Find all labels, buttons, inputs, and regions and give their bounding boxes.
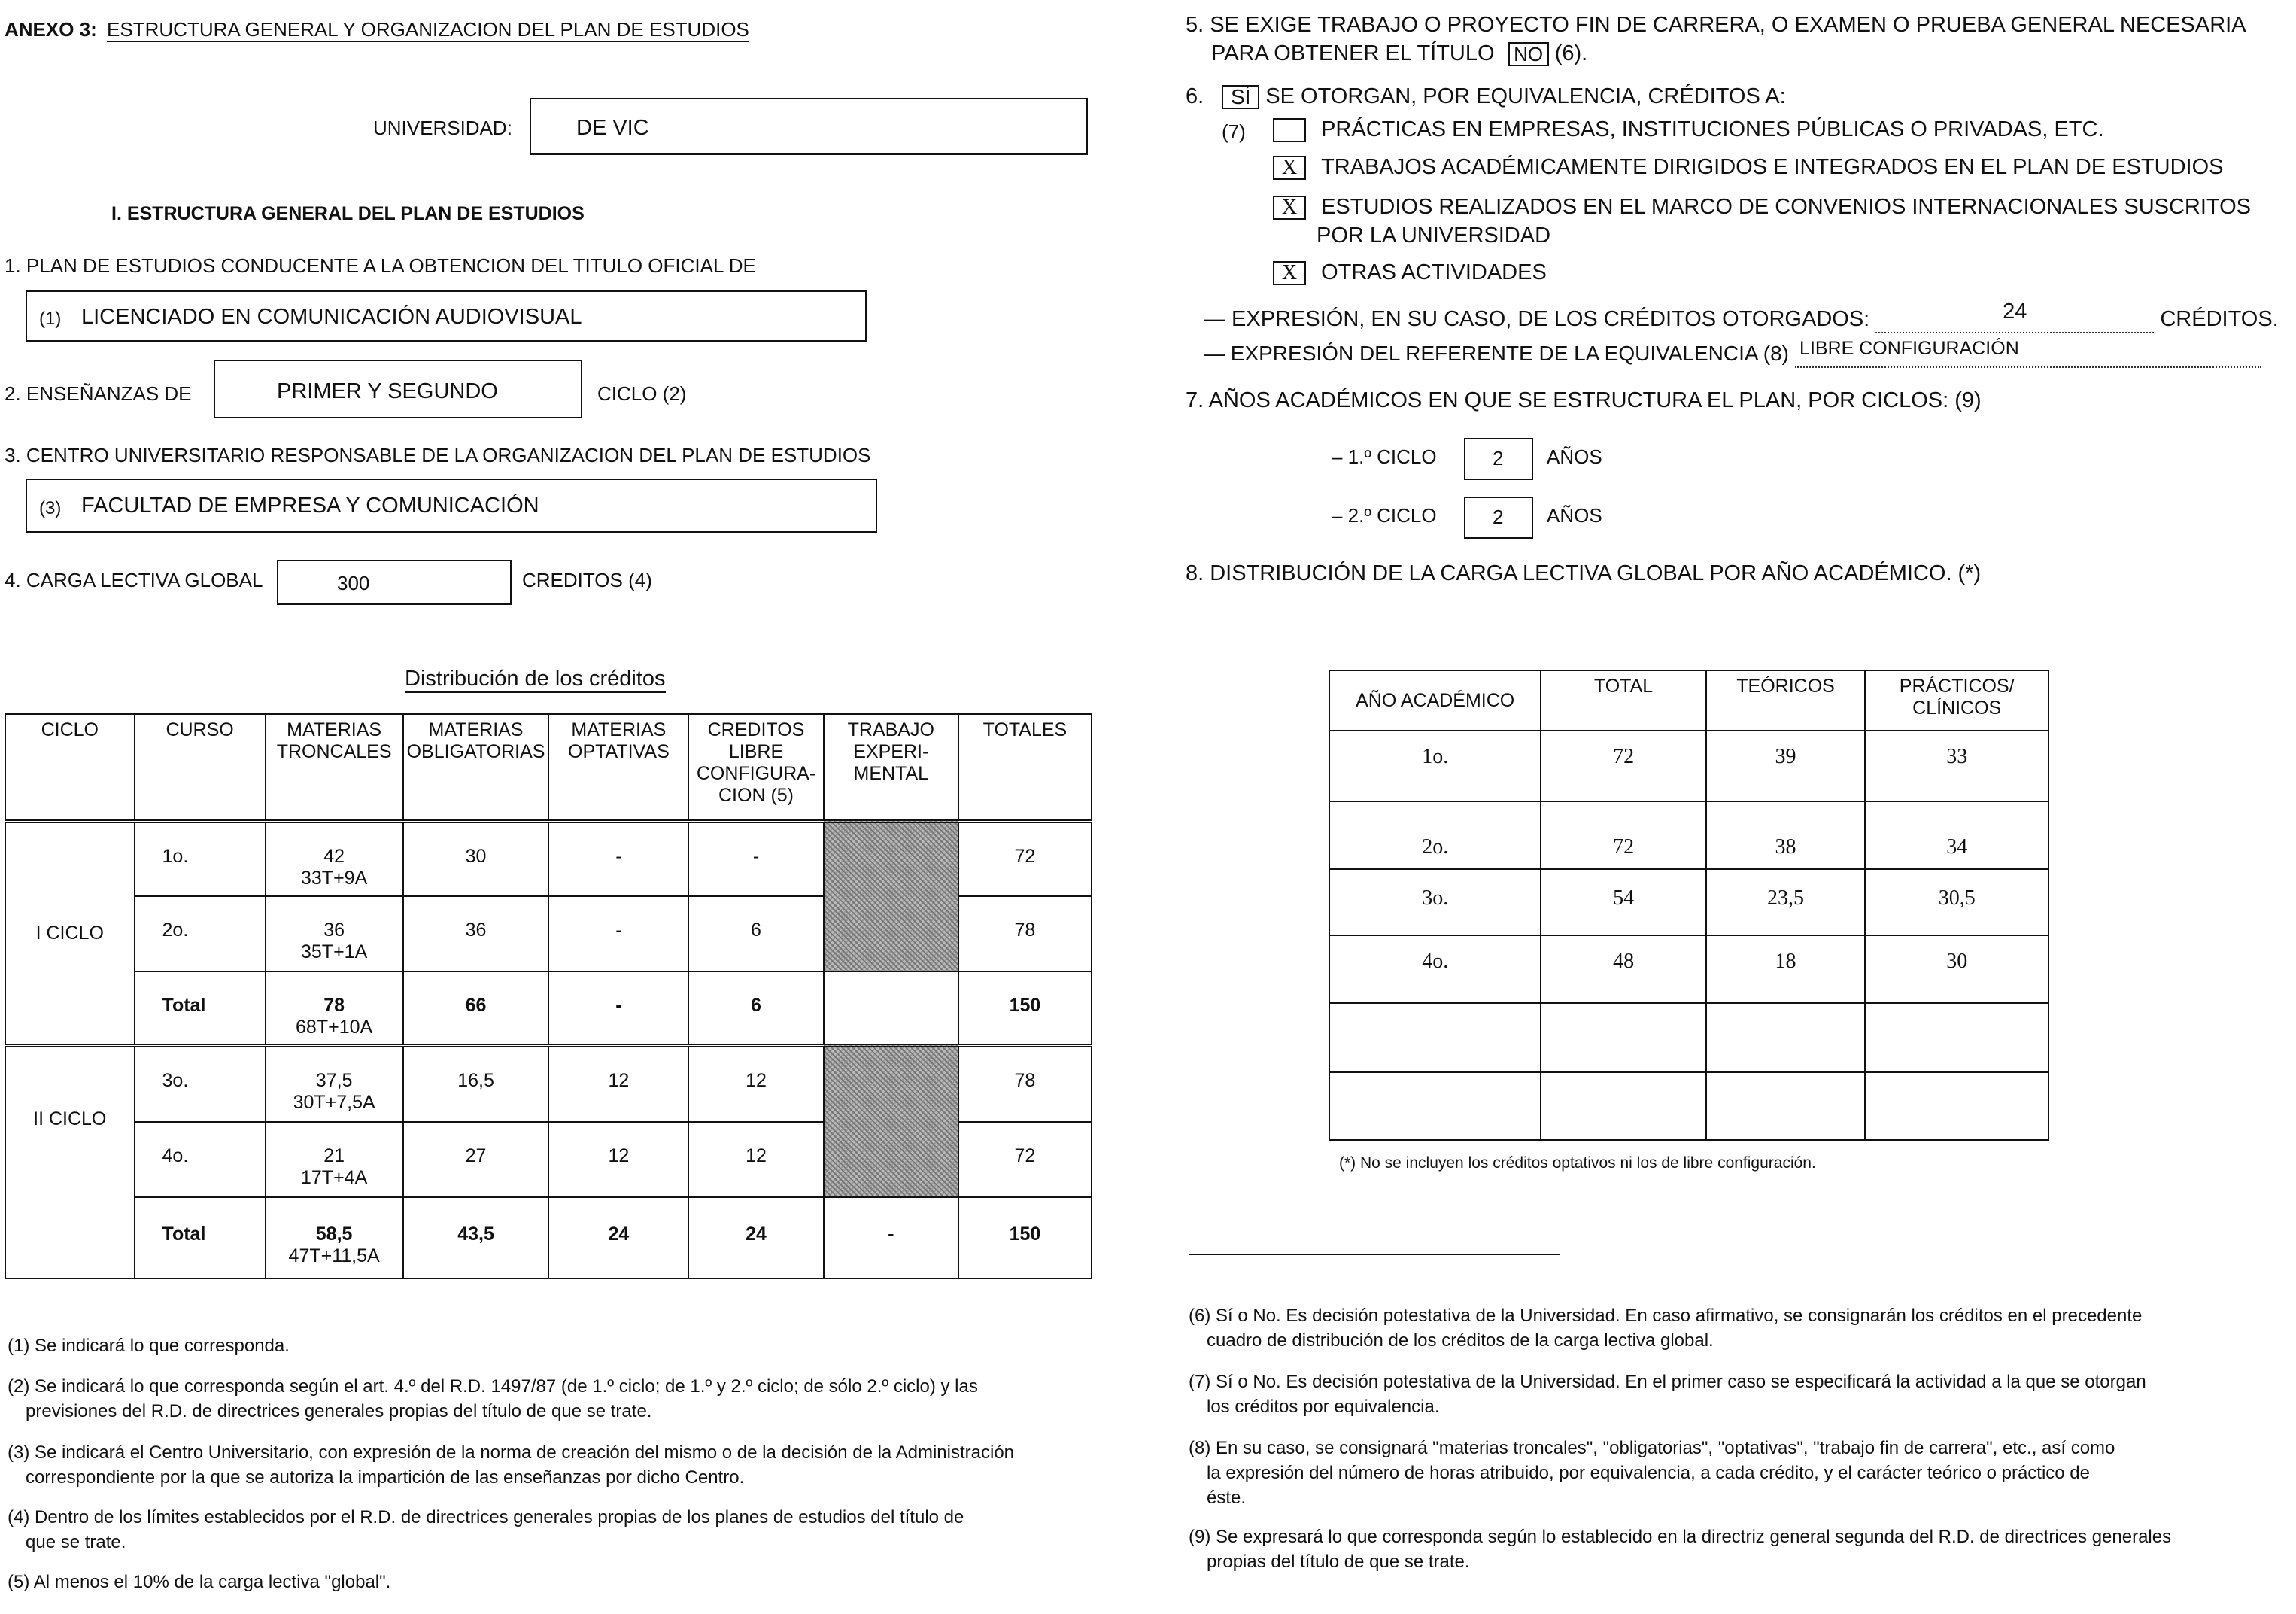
troncales-sub: 35T+1A: [300, 941, 368, 962]
optativas-cell: -: [548, 821, 688, 896]
troncales-cell: [266, 1122, 403, 1197]
curso-cell: 2o.: [135, 896, 266, 971]
practicos-cell: [1865, 1072, 2048, 1140]
ano-cell: 3o.: [1329, 869, 1541, 935]
troncales-sub: 30T+7,5A: [293, 1091, 375, 1113]
option-label: OTRAS ACTIVIDADES: [1321, 260, 1547, 284]
footnote-num: (8): [1189, 1438, 1211, 1458]
ano-cell: 1o.: [1329, 731, 1541, 801]
expr2-label: — EXPRESIÓN DEL REFERENTE DE LA EQUIVALENCIA (8): [1204, 342, 1789, 365]
year-row: [1329, 869, 2048, 935]
annex-header: [5, 18, 749, 41]
libre-cell: 12: [688, 1045, 823, 1122]
header-trabajo: TRABAJO EXPERI- MENTAL: [824, 714, 958, 821]
item5-text: PARA OBTENER EL TÍTULO: [1211, 41, 1495, 65]
titulo-value: LICENCIADO EN COMUNICACIÓN AUDIOVISUAL: [81, 305, 582, 329]
checkbox-checked: X: [1273, 196, 1306, 220]
troncales-value: 78: [323, 995, 345, 1016]
troncales-value: 58,5: [315, 1223, 353, 1245]
year-note: (*) No se incluyen los créditos optativos ni los de libre configuración.: [1339, 1154, 1816, 1172]
libre-cell: -: [688, 821, 823, 896]
practicos-cell: 33: [1865, 731, 2048, 801]
footnote-num: (5): [8, 1572, 30, 1592]
curso-cell: 1o.: [135, 821, 266, 896]
item1-label: 1. PLAN DE ESTUDIOS CONDUCENTE A LA OBTENCION DEL TITULO OFICIAL DE: [5, 254, 756, 277]
footnote-cont: que se trate.: [26, 1532, 126, 1552]
table-row-total: [5, 1197, 1092, 1278]
distribution-title: Distribución de los créditos: [405, 667, 666, 693]
item5-no-box: NO: [1508, 42, 1549, 66]
expr-creditos: [1204, 299, 2279, 333]
ciclo1-cell: I CICLO: [5, 821, 135, 1045]
item8-label: 8. DISTRIBUCIÓN DE LA CARGA LECTIVA GLOBAL POR AÑO ACADÉMICO. (*): [1186, 561, 1982, 585]
credits-header-row: [5, 714, 1092, 821]
teoricos-cell: [1706, 1003, 1866, 1072]
optativas-cell: -: [548, 971, 688, 1045]
item3-num: (3): [39, 498, 62, 518]
carga-field: [277, 560, 512, 605]
centro-value: FACULTAD DE EMPRESA Y COMUNICACIÓN: [81, 494, 539, 518]
trabajo-cell: -: [824, 1197, 958, 1278]
footnote-text: En su caso, se consignará "materias troncales", "obligatorias", "optativas", "trabajo fin de carrera", etc., así como: [1216, 1438, 2115, 1458]
total-cell: 72: [1541, 731, 1705, 801]
header-optativas: MATERIAS OPTATIVAS: [548, 714, 688, 821]
obligatorias-cell: 16,5: [403, 1045, 549, 1122]
table-row: [5, 1045, 1092, 1122]
libre-cell: 12: [688, 1122, 823, 1197]
header-obligatorias: MATERIAS OBLIGATORIAS: [403, 714, 549, 821]
header-teoricos: TEÓRICOS: [1706, 670, 1866, 731]
footnote-num: (9): [1189, 1527, 1211, 1547]
total-cell: [1541, 1003, 1705, 1072]
footnote-1: [8, 1333, 1098, 1358]
footnote-cont: los créditos por equivalencia.: [1207, 1397, 1440, 1417]
obligatorias-cell: 43,5: [403, 1197, 549, 1278]
total-cell: 78: [958, 1045, 1092, 1122]
obligatorias-cell: 66: [403, 971, 549, 1045]
obligatorias-cell: 36: [403, 896, 549, 971]
footnote-cont: propias del título de que se trate.: [1207, 1552, 1470, 1572]
ciclo2-cell: II CICLO: [5, 1045, 135, 1278]
ano-cell: 2o.: [1329, 801, 1541, 869]
year-row: [1329, 1003, 2048, 1072]
item6-ref: (7): [1222, 120, 1246, 143]
troncales-sub: 47T+11,5A: [288, 1245, 380, 1266]
carga-value: 300: [337, 572, 370, 594]
troncales-sub: 33T+9A: [300, 867, 368, 889]
troncales-cell: [266, 1045, 403, 1122]
total-cell: 48: [1541, 935, 1705, 1003]
trabajo-hatched-cell: [824, 1045, 958, 1197]
ano-cell: [1329, 1003, 1541, 1072]
total-cell: [1541, 1072, 1705, 1140]
item4-suffix: CREDITOS (4): [522, 569, 652, 591]
total-cell: 78: [958, 896, 1092, 971]
ciclo1-value: 2: [1493, 447, 1504, 470]
footnote-cont: cuadro de distribución de los créditos de la carga lectiva global.: [1207, 1330, 1714, 1351]
footnote-text: Se indicará lo que corresponda.: [35, 1336, 290, 1356]
footnote-num: (7): [1189, 1372, 1211, 1392]
libre-cell: 6: [688, 971, 823, 1045]
option-label: TRABAJOS ACADÉMICAMENTE DIRIGIDOS E INTEGRADOS EN EL PLAN DE ESTUDIOS: [1321, 155, 2224, 179]
optativas-cell: -: [548, 896, 688, 971]
header-ano: AÑO ACADÉMICO: [1329, 670, 1541, 731]
ciclo1-box: [1464, 438, 1533, 480]
section-title: I. ESTRUCTURA GENERAL DEL PLAN DE ESTUDIOS: [111, 203, 585, 224]
optativas-cell: 12: [548, 1045, 688, 1122]
footnote-text: Se expresará lo que corresponda según lo establecido en la directriz general segunda del R.D. de directrices generales: [1216, 1527, 2172, 1547]
item7-label: 7. AÑOS ACADÉMICOS EN QUE SE ESTRUCTURA EL PLAN, POR CICLOS: (9): [1186, 388, 1982, 412]
footnote-cont: correspondiente por la que se autoriza la impartición de las enseñanzas por dicho Centro.: [26, 1467, 745, 1488]
footnote-text: Sí o No. Es decisión potestativa de la Universidad. En el primer caso se especificará la actividad a la que se otorgan: [1216, 1372, 2146, 1392]
year-row: [1329, 801, 2048, 869]
troncales-value: 42: [323, 845, 345, 867]
footnote-text: Al menos el 10% de la carga lectiva "global".: [33, 1572, 391, 1592]
item6: [1186, 84, 1786, 109]
footnote-2: [8, 1374, 1098, 1424]
trabajo-hatched-cell: [824, 821, 958, 971]
universidad-label: UNIVERSIDAD:: [373, 117, 512, 139]
footnote-6: [1189, 1303, 2287, 1353]
annex-title: ESTRUCTURA GENERAL Y ORGANIZACION DEL PLAN DE ESTUDIOS: [107, 18, 749, 41]
year-header-row: [1329, 670, 2048, 731]
ensenanzas-field: [214, 360, 582, 418]
header-curso: CURSO: [135, 714, 266, 821]
curso-cell: Total: [135, 971, 266, 1045]
footnote-num: (3): [8, 1442, 30, 1463]
item6-text: SE OTORGAN, POR EQUIVALENCIA, CRÉDITOS A:: [1265, 84, 1786, 108]
ciclo1-anos: AÑOS: [1547, 445, 1602, 468]
curso-cell: Total: [135, 1197, 266, 1278]
titulo-field: [26, 290, 867, 342]
footnote-8: [1189, 1436, 2287, 1510]
troncales-value: 37,5: [315, 1069, 353, 1091]
footnote-num: (4): [8, 1507, 30, 1527]
option-label: ESTUDIOS REALIZADOS EN EL MARCO DE CONVENIOS INTERNACIONALES SUSCRITOS: [1321, 195, 2252, 219]
teoricos-cell: 39: [1706, 731, 1866, 801]
option-label: PRÁCTICAS EN EMPRESAS, INSTITUCIONES PÚBLICAS O PRIVADAS, ETC.: [1321, 117, 2104, 141]
obligatorias-cell: 27: [403, 1122, 549, 1197]
footnote-7: [1189, 1369, 2287, 1419]
practicos-cell: [1865, 1003, 2048, 1072]
optativas-cell: 24: [548, 1197, 688, 1278]
checkbox-empty: [1273, 118, 1306, 142]
troncales-value: 21: [323, 1145, 345, 1166]
footnote-text: Dentro de los límites establecidos por el R.D. de directrices generales propias de los planes de estudios del título de: [35, 1507, 964, 1527]
header-total: TOTAL: [1541, 670, 1705, 731]
centro-field: [26, 479, 877, 533]
footnote-5: [8, 1570, 1098, 1594]
footnote-cont: la expresión del número de horas atribuido, por equivalencia, a cada crédito, y el carácter teórico o práctico de: [1207, 1463, 2090, 1483]
ciclo2-anos: AÑOS: [1547, 504, 1602, 527]
expr2-dotline: [1795, 338, 2261, 368]
practicos-cell: 34: [1865, 801, 2048, 869]
expr1-suffix: CRÉDITOS.: [2160, 307, 2279, 331]
optativas-cell: 12: [548, 1122, 688, 1197]
ciclo2-box: [1464, 497, 1533, 539]
header-totales: TOTALES: [958, 714, 1092, 821]
option-label-cont: POR LA UNIVERSIDAD: [1317, 223, 1551, 248]
universidad-value: DE VIC: [576, 116, 649, 140]
table-row: [5, 821, 1092, 896]
table-row-total: [5, 971, 1092, 1045]
total-cell: 72: [958, 1122, 1092, 1197]
expr1-dotline: [1875, 299, 2154, 333]
practicos-cell: 30,5: [1865, 869, 2048, 935]
footnote-4: [8, 1505, 1098, 1555]
year-row: [1329, 1072, 2048, 1140]
footnote-3: [8, 1440, 1098, 1490]
footnote-num: (2): [8, 1376, 30, 1397]
ano-cell: 4o.: [1329, 935, 1541, 1003]
checkbox-checked: X: [1273, 261, 1306, 285]
obligatorias-cell: 30: [403, 821, 549, 896]
item2-label: 2. ENSEÑANZAS DE: [5, 382, 192, 405]
footnote-num: (1): [8, 1336, 30, 1356]
teoricos-cell: 23,5: [1706, 869, 1866, 935]
option-practicas: [1273, 117, 2104, 142]
ciclo1-label: – 1.º CICLO: [1332, 445, 1437, 468]
item6-num: 6.: [1186, 84, 1204, 108]
trabajo-cell: [824, 971, 958, 1045]
ensenanzas-value: PRIMER Y SEGUNDO: [277, 379, 498, 403]
item5: [1186, 11, 2284, 68]
year-table: [1329, 670, 2049, 1141]
item5-suffix: (6).: [1554, 41, 1588, 65]
troncales-value: 36: [323, 919, 345, 941]
item3-label: 3. CENTRO UNIVERSITARIO RESPONSABLE DE LA ORGANIZACION DEL PLAN DE ESTUDIOS: [5, 444, 871, 467]
footnote-9: [1189, 1524, 2287, 1574]
checkbox-checked: X: [1273, 156, 1306, 180]
teoricos-cell: [1706, 1072, 1866, 1140]
troncales-cell: [266, 821, 403, 896]
option-otras: [1273, 260, 1547, 285]
year-row: [1329, 731, 2048, 801]
libre-cell: 24: [688, 1197, 823, 1278]
header-ciclo: CICLO: [5, 714, 135, 821]
ciclo2-value: 2: [1493, 506, 1504, 528]
footnote-cont2: éste.: [1207, 1488, 1247, 1508]
expr1-label: — EXPRESIÓN, EN SU CASO, DE LOS CRÉDITOS OTORGADOS:: [1204, 307, 1870, 331]
footnote-divider: [1189, 1254, 1560, 1255]
header-troncales: MATERIAS TRONCALES: [266, 714, 403, 821]
practicos-cell: 30: [1865, 935, 2048, 1003]
total-cell: 150: [958, 1197, 1092, 1278]
item1-num: (1): [39, 309, 62, 329]
item5-line2: [1186, 39, 2284, 68]
expr-referente: [1204, 338, 2279, 368]
ciclo2-label: – 2.º CICLO: [1332, 504, 1437, 527]
credits-table: [5, 713, 1092, 1279]
expr1-value: 24: [2003, 299, 2027, 324]
footnote-text: Se indicará el Centro Universitario, con expresión de la norma de creación del mismo o de la decisión de la Administración: [35, 1442, 1015, 1463]
option-trabajos: [1273, 155, 2223, 180]
ano-cell: [1329, 1072, 1541, 1140]
item5-line1: 5. SE EXIGE TRABAJO O PROYECTO FIN DE CARRERA, O EXAMEN O PRUEBA GENERAL NECESARIA: [1186, 13, 2246, 37]
troncales-cell: [266, 971, 403, 1045]
total-cell: 54: [1541, 869, 1705, 935]
teoricos-cell: 18: [1706, 935, 1866, 1003]
header-libre: CREDITOS LIBRE CONFIGURA- CION (5): [688, 714, 823, 821]
option-estudios: [1273, 193, 2251, 250]
year-row: [1329, 935, 2048, 1003]
curso-cell: 3o.: [135, 1045, 266, 1122]
total-cell: 72: [1541, 801, 1705, 869]
troncales-sub: 17T+4A: [300, 1167, 368, 1188]
expr2-value: LIBRE CONFIGURACIÓN: [1799, 338, 2019, 359]
header-practicos: PRÁCTICOS/ CLÍNICOS: [1865, 670, 2048, 731]
troncales-cell: [266, 1197, 403, 1278]
universidad-field: [530, 98, 1088, 155]
item4-label: 4. CARGA LECTIVA GLOBAL: [5, 569, 263, 591]
footnote-text: Se indicará lo que corresponda según el art. 4.º del R.D. 1497/87 (de 1.º ciclo; de 1.º y 2.º ciclo; de sólo 2.º ciclo) y las: [35, 1376, 978, 1397]
footnote-cont: previsiones del R.D. de directrices generales propias del título de que se trate.: [26, 1401, 652, 1421]
item2-suffix: CICLO (2): [597, 382, 687, 405]
footnote-num: (6): [1189, 1305, 1211, 1326]
troncales-sub: 68T+10A: [296, 1017, 373, 1038]
libre-cell: 6: [688, 896, 823, 971]
curso-cell: 4o.: [135, 1122, 266, 1197]
footnote-text: Sí o No. Es decisión potestativa de la Universidad. En caso afirmativo, se consignarán los créditos en el precedente: [1216, 1305, 2143, 1326]
item6-si-box: SÍ: [1222, 85, 1259, 109]
troncales-cell: [266, 896, 403, 971]
annex-label: ANEXO 3:: [5, 18, 97, 41]
total-cell: 72: [958, 821, 1092, 896]
teoricos-cell: 38: [1706, 801, 1866, 869]
total-cell: 150: [958, 971, 1092, 1045]
